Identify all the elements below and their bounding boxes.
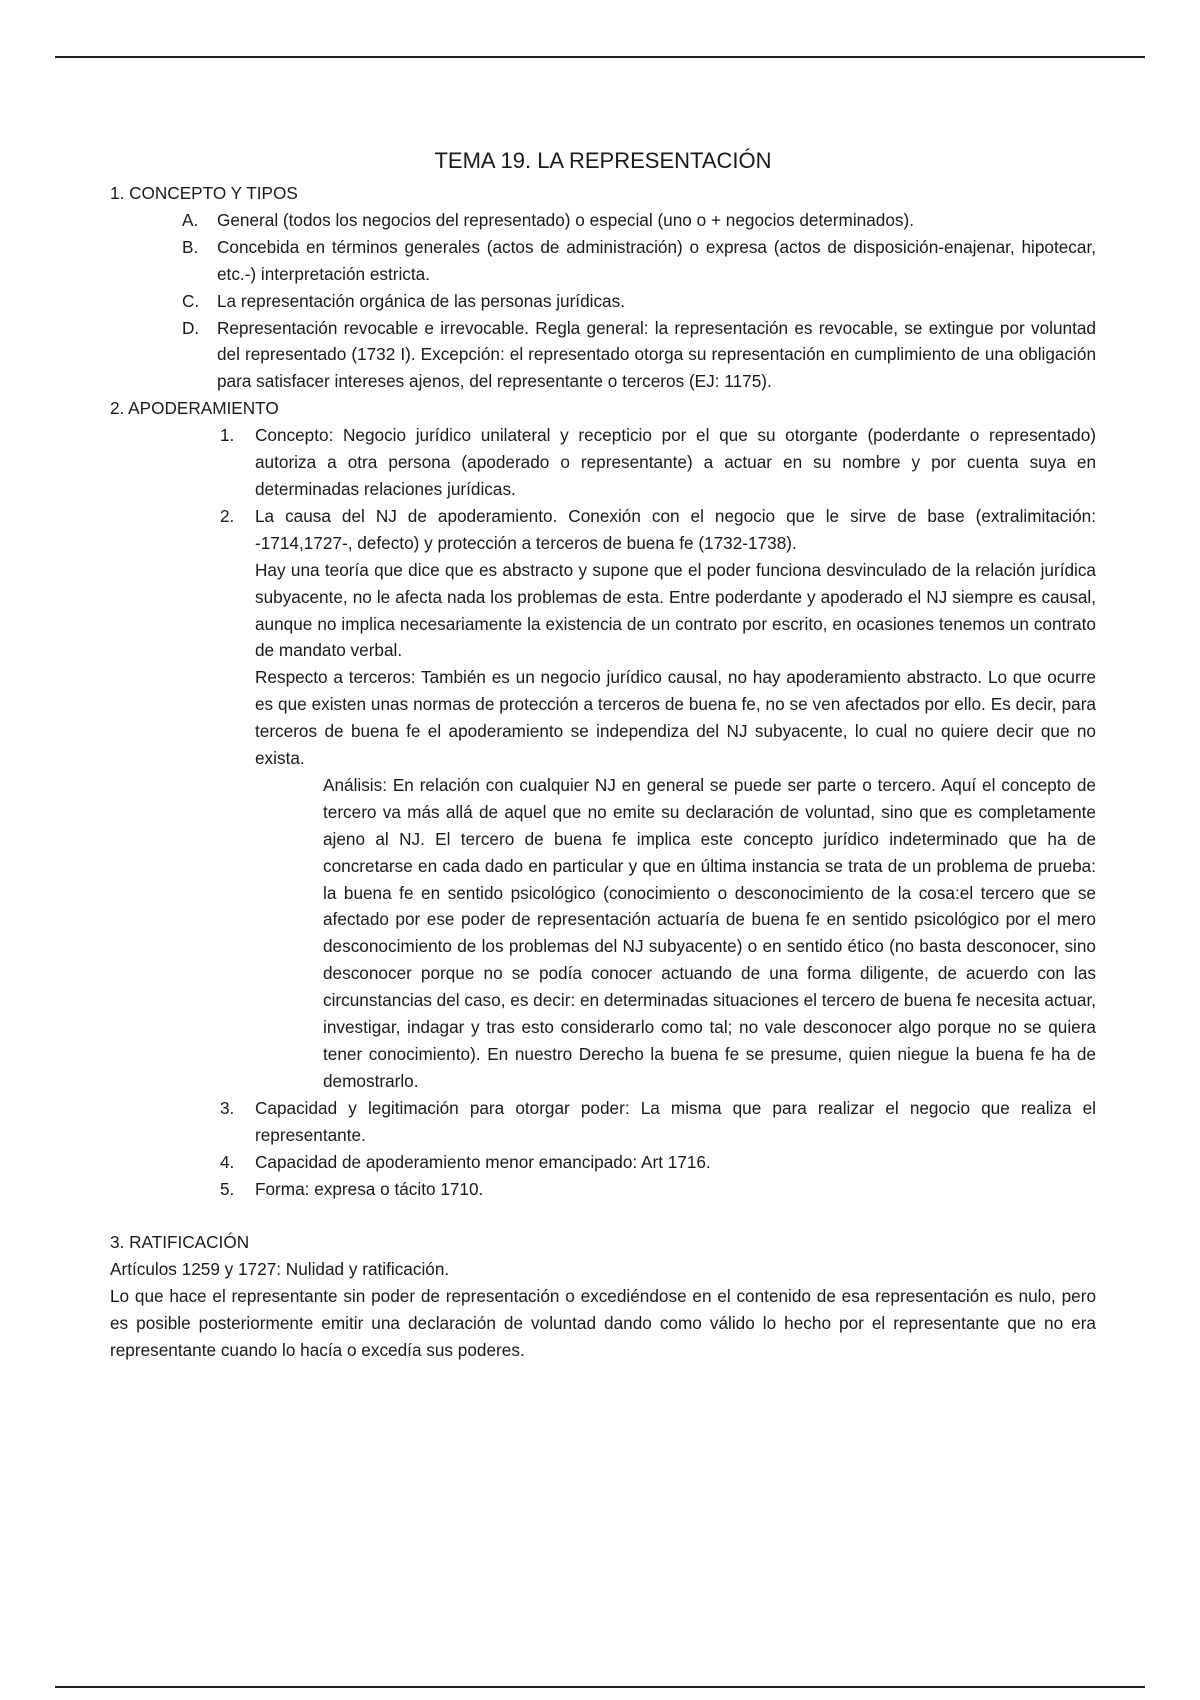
section-heading-concepto: 1. CONCEPTO Y TIPOS bbox=[110, 183, 298, 203]
list-item bbox=[110, 422, 1096, 503]
articulos-paragraph: Artículos 1259 y 1727: Nulidad y ratificación. bbox=[110, 1259, 450, 1280]
list-item bbox=[110, 234, 1096, 288]
list-item bbox=[110, 207, 1096, 234]
section-heading-apoderamiento: 2. APODERAMIENTO bbox=[110, 398, 279, 419]
section-heading-ratificacion: 3. RATIFICACIÓN bbox=[110, 1232, 250, 1253]
list-item-text: Concepto: Negocio jurídico unilateral y recepticio por el que su otorgante (poderdante o representado) autoriza a otra persona (apoderado o representante) a actuar en su nombre y por cuenta suya en determinadas relaciones jurídicas. bbox=[255, 425, 1096, 499]
list-item-text: Concebida en términos generales (actos de administración) o expresa (actos de disposición-enajenar, hipotecar, etc.-) interpretación estricta. bbox=[217, 236, 1096, 284]
footer-rule bbox=[55, 1686, 1145, 1688]
tipos-list bbox=[110, 207, 1096, 395]
list-marker: 4. bbox=[220, 1151, 235, 1172]
document-page bbox=[110, 146, 1096, 1364]
list-item bbox=[110, 288, 1096, 315]
header-rule bbox=[55, 56, 1145, 58]
list-item bbox=[110, 315, 1096, 396]
list-marker: 5. bbox=[220, 1178, 235, 1199]
list-marker: C. bbox=[182, 290, 200, 311]
list-marker: 1. bbox=[220, 425, 235, 446]
list-item-text: Representación revocable e irrevocable. Regla general: la representación es revocable, se extingue por voluntad del representado (1732 I). Excepción: el representado otorga su representación en cumplimiento de una obligación para satisfacer intereses ajenos, del representante o terceros (EJ: 1175). bbox=[217, 317, 1096, 392]
list-item-text: Capacidad y legitimación para otorgar poder: La misma que para realizar el negocio que realiza el representante. bbox=[255, 1097, 1096, 1145]
ratificacion-paragraph: Lo que hace el representante sin poder de representación o excediéndose en el contenido de esa representación es nulo, pero es posible posteriormente emitir una declaración de voluntad dando como válido lo hecho por el representante que no era representante cuando lo hacía o excedía sus poderes. bbox=[110, 1286, 1096, 1361]
list-marker: D. bbox=[182, 317, 200, 338]
section-spacer bbox=[110, 1202, 1096, 1229]
list-marker: A. bbox=[182, 209, 199, 230]
list-item bbox=[110, 1149, 1096, 1176]
list-item bbox=[110, 503, 1096, 1095]
list-marker: 3. bbox=[220, 1097, 235, 1118]
list-item-text: La causa del NJ de apoderamiento. Conexión con el negocio que le sirve de base (extralimitación: -1714,1727-, defecto) y protección a terceros de buena fe (1732-1738). bbox=[255, 505, 1096, 553]
list-item bbox=[110, 1095, 1096, 1149]
list-item-text: La representación orgánica de las personas jurídicas. bbox=[217, 290, 625, 311]
apoderamiento-list bbox=[110, 422, 1096, 1202]
teoria-paragraph: Hay una teoría que dice que es abstracto y supone que el poder funciona desvinculado de la relación jurídica subyacente, no le afecta nada los problemas de esta. Entre poderdante y apoderado el NJ siempre es causal, aunque no implica necesariamente la existencia de un contrato por escrito, en ocasiones tenemos un contrato de mandato verbal. bbox=[255, 559, 1096, 661]
list-item-text: Capacidad de apoderamiento menor emancipado: Art 1716. bbox=[255, 1151, 711, 1172]
document-title: TEMA 19. LA REPRESENTACIÓN bbox=[434, 148, 772, 173]
list-item-text: General (todos los negocios del representado) o especial (uno o + negocios determinados). bbox=[217, 209, 914, 230]
list-marker: B. bbox=[182, 236, 199, 257]
terceros-paragraph: Respecto a terceros: También es un negocio jurídico causal, no hay apoderamiento abstracto. Lo que ocurre es que existen unas normas de protección a terceros de buena fe, no se ven afectados por ello. Es decir, para terceros de buena fe el apoderamiento se independiza del NJ subyacente, lo cual no quiere decir que no exista. bbox=[255, 667, 1096, 769]
list-item-text: Forma: expresa o tácito 1710. bbox=[255, 1178, 484, 1199]
analisis-paragraph: Análisis: En relación con cualquier NJ en general se puede ser parte o tercero. Aquí el concepto de tercero va más allá de aquel que no emite su declaración de voluntad, sino que es completamente ajeno al NJ. El tercero de buena fe implica este concepto jurídico indeterminado que ha de concretarse en cada dado en particular y que en última instancia se trata de un problema de prueba: la buena fe en sentido psicológico (conocimiento o desconocimiento de la cosa:el tercero que se afectado por ese poder de representación actuaría de buena fe en sentido psicológico por el mero desconocimiento de los problemas del NJ subyacente) o en sentido ético (no basta desconocer, sino desconocer porque no se podía conocer actuando de una forma diligente, de acuerdo con las circunstancias del caso, es decir: en determinadas situaciones el tercero de buena fe necesita actuar, investigar, indagar y tras esto considerarlo como tal; no vale desconocer algo porque no se quiera tener conocimiento). En nuestro Derecho la buena fe se presume, quien niegue la buena fe ha de demostrarlo. bbox=[323, 774, 1096, 1091]
list-marker: 2. bbox=[220, 505, 235, 526]
list-item bbox=[110, 1176, 1096, 1203]
